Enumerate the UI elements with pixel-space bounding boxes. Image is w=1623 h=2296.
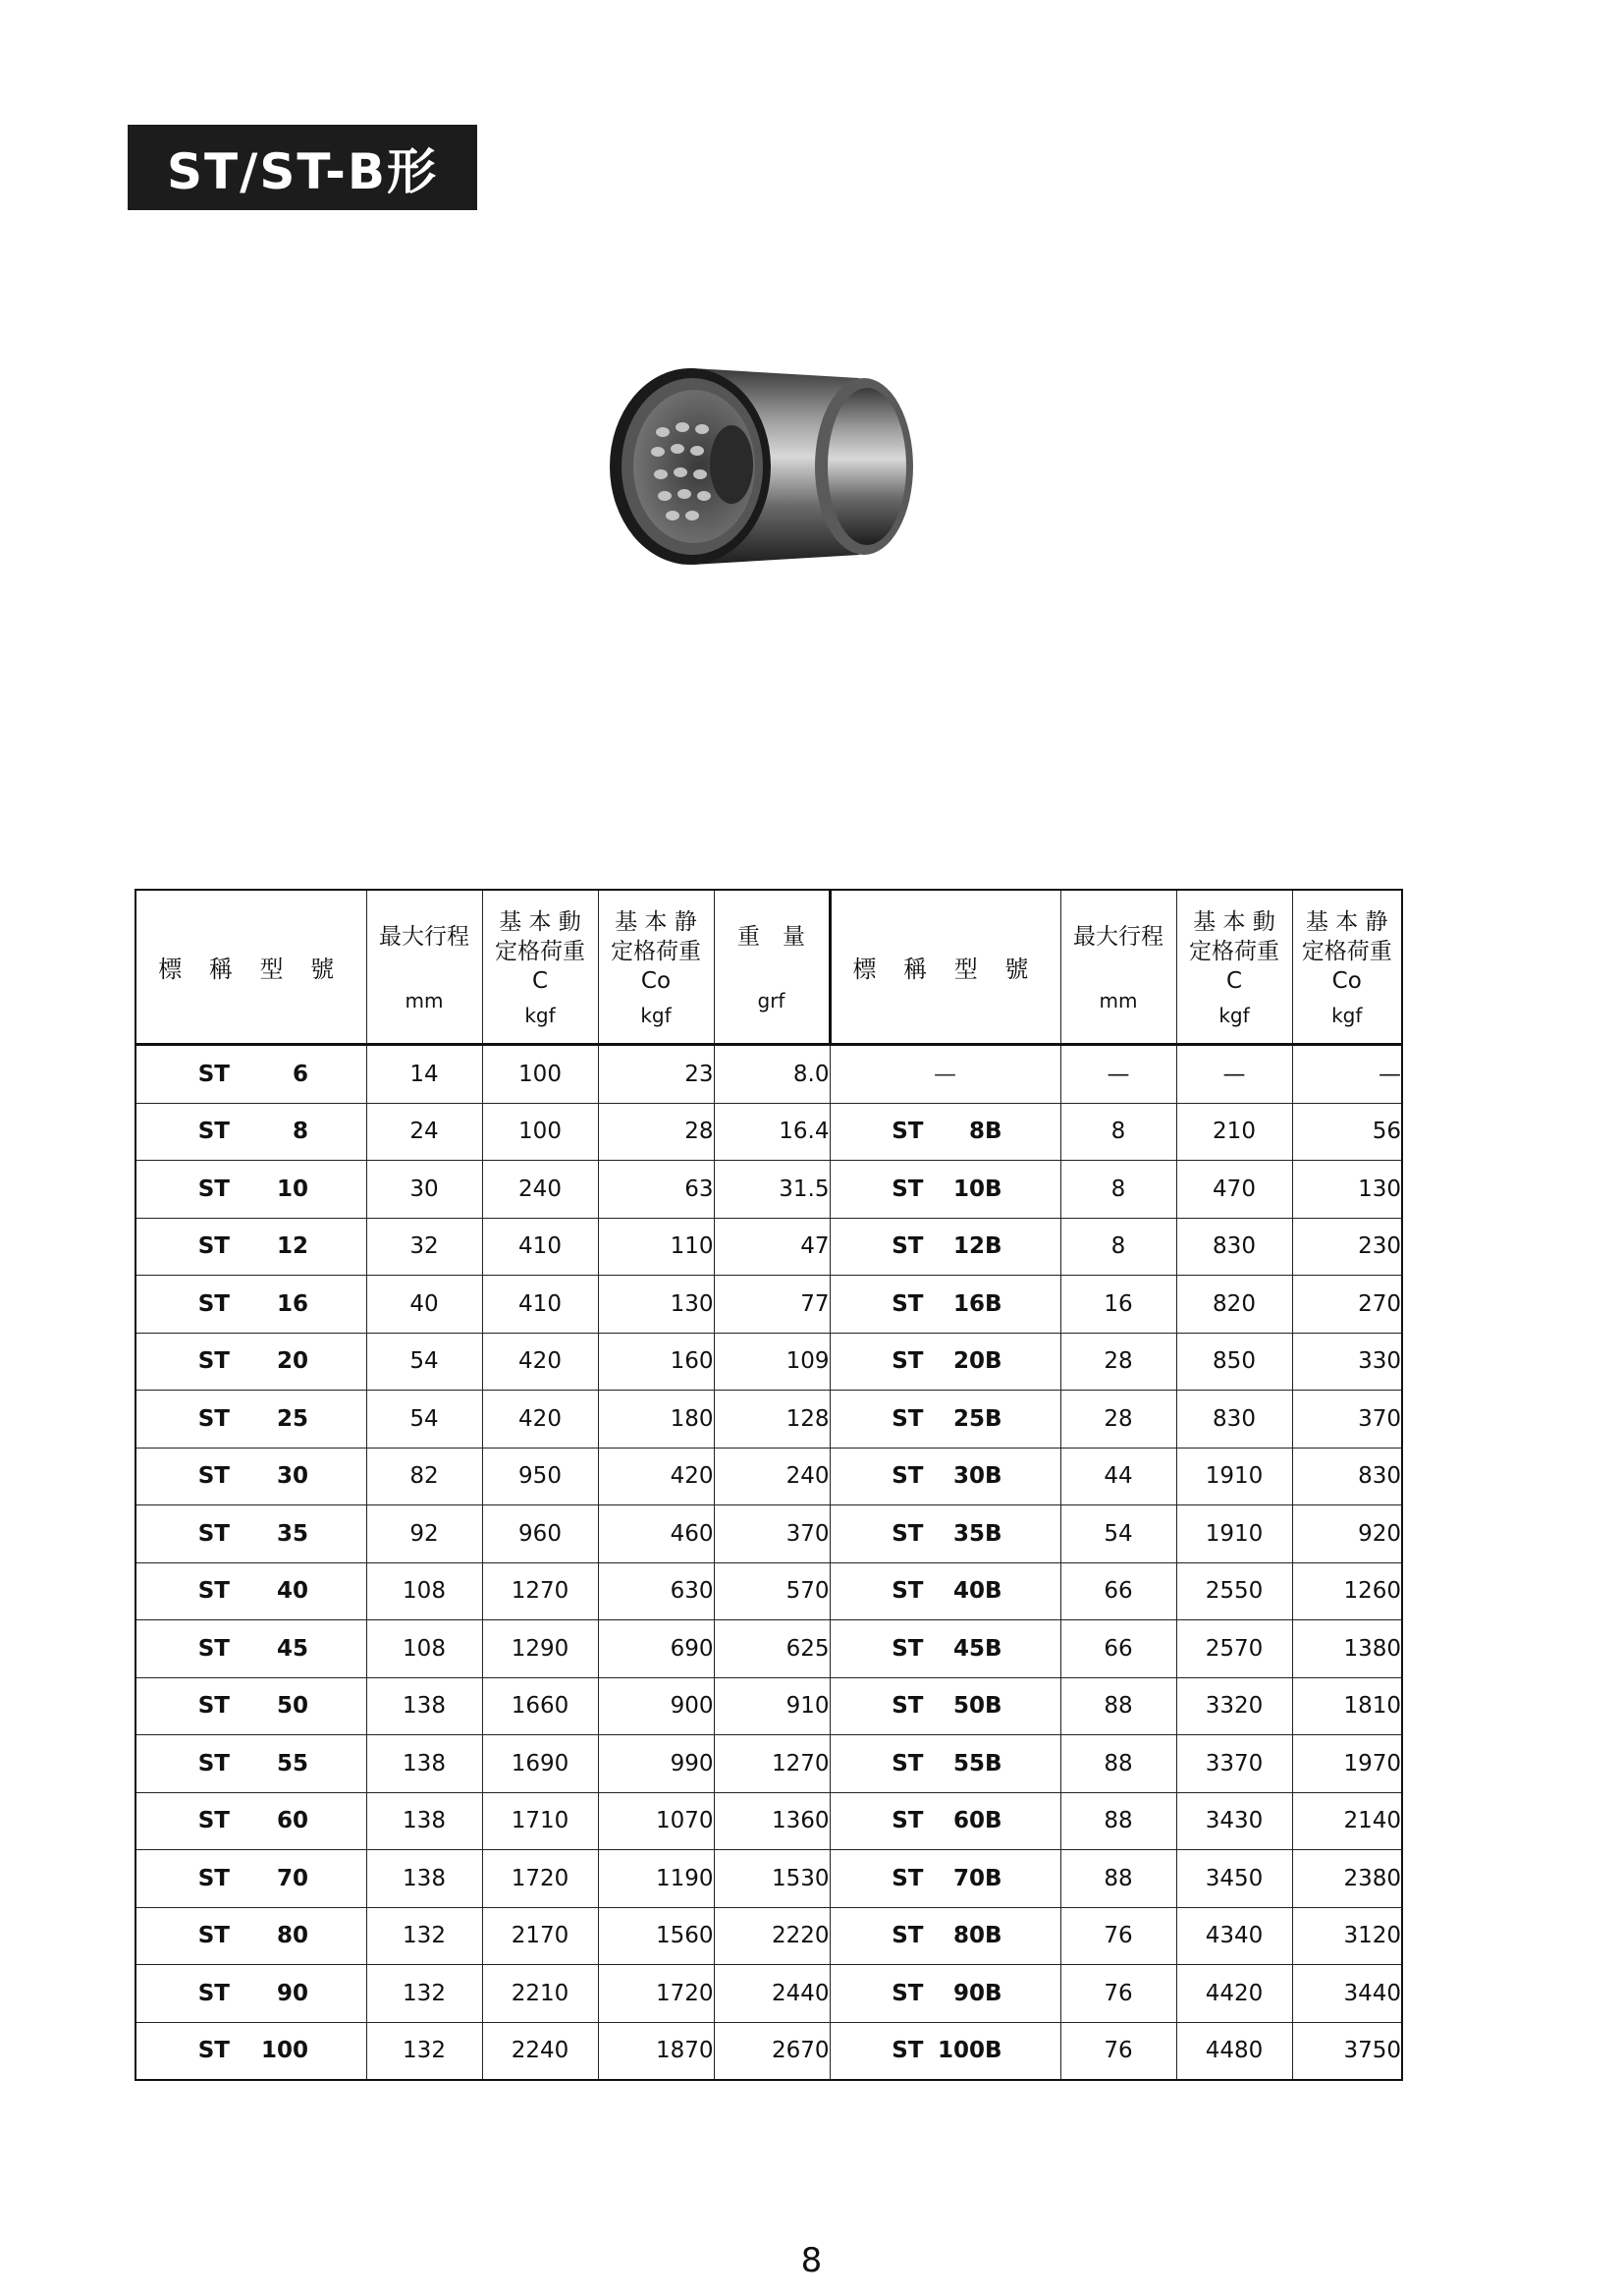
table-row [135, 1677, 1402, 1735]
dynamic-load-left: 2170 [482, 1907, 598, 1965]
linear-bushing-photo [604, 358, 918, 574]
dynamic-load-right: 4420 [1176, 1965, 1292, 2023]
static-load-left: 1720 [598, 1965, 714, 2023]
header-row [135, 890, 1402, 1045]
stroke-right: 88 [1060, 1792, 1176, 1850]
stroke-right: 8 [1060, 1161, 1176, 1219]
dynamic-load-left: 240 [482, 1161, 598, 1219]
dynamic-load-left: 960 [482, 1505, 598, 1563]
table-row [135, 1850, 1402, 1908]
stroke-left: 108 [366, 1620, 482, 1678]
static-load-left: 28 [598, 1103, 714, 1161]
dynamic-load-right: 3450 [1176, 1850, 1292, 1908]
static-load-right: 3120 [1292, 1907, 1402, 1965]
stroke-right: 16 [1060, 1276, 1176, 1334]
model-left: ST 12 [135, 1218, 366, 1276]
dynamic-load-left: 1290 [482, 1620, 598, 1678]
dynamic-load-right: 1910 [1176, 1448, 1292, 1505]
table-row [135, 1448, 1402, 1505]
dynamic-load-right: 2550 [1176, 1562, 1292, 1620]
model-left: ST 80 [135, 1907, 366, 1965]
model-right: ST 10B [830, 1161, 1060, 1219]
weight: 16.4 [714, 1103, 830, 1161]
static-load-right: 270 [1292, 1276, 1402, 1334]
model-left: ST 30 [135, 1448, 366, 1505]
model-right: ST 8B [830, 1103, 1060, 1161]
model-right: ST 60B [830, 1792, 1060, 1850]
table-row [135, 2022, 1402, 2080]
page-number: 8 [800, 2241, 823, 2280]
static-load-right: 1810 [1292, 1677, 1402, 1735]
model-left: ST 40 [135, 1562, 366, 1620]
dynamic-load-left: 410 [482, 1218, 598, 1276]
dynamic-load-left: 1710 [482, 1792, 598, 1850]
weight: 128 [714, 1391, 830, 1449]
stroke-left: 132 [366, 1965, 482, 2023]
static-load-left: 130 [598, 1276, 714, 1334]
page-title: ST/ST-B形 [128, 125, 477, 210]
model-left: ST 70 [135, 1850, 366, 1908]
stroke-right: 88 [1060, 1850, 1176, 1908]
model-right: ST 25B [830, 1391, 1060, 1449]
table-row [135, 1505, 1402, 1563]
model-right: ST 90B [830, 1965, 1060, 2023]
model-right: ST 80B [830, 1907, 1060, 1965]
static-load-right: 3440 [1292, 1965, 1402, 2023]
stroke-right: 44 [1060, 1448, 1176, 1505]
dynamic-load-right: 3430 [1176, 1792, 1292, 1850]
stroke-left: 32 [366, 1218, 482, 1276]
dynamic-load-left: 1720 [482, 1850, 598, 1908]
static-load-left: 630 [598, 1562, 714, 1620]
weight: 370 [714, 1505, 830, 1563]
stroke-left: 138 [366, 1850, 482, 1908]
static-load-right: 130 [1292, 1161, 1402, 1219]
stroke-right: 66 [1060, 1620, 1176, 1678]
header-weight: 重 量 grf [714, 890, 830, 1045]
stroke-left: 132 [366, 2022, 482, 2080]
table-row [135, 1391, 1402, 1449]
dynamic-load-left: 2210 [482, 1965, 598, 2023]
static-load-right: — [1292, 1045, 1402, 1104]
model-left: ST 60 [135, 1792, 366, 1850]
stroke-left: 138 [366, 1735, 482, 1793]
dynamic-load-right: 2570 [1176, 1620, 1292, 1678]
model-left: ST 6 [135, 1045, 366, 1104]
dynamic-load-right: 830 [1176, 1391, 1292, 1449]
model-left: ST 25 [135, 1391, 366, 1449]
stroke-left: 92 [366, 1505, 482, 1563]
static-load-left: 63 [598, 1161, 714, 1219]
table-row [135, 1333, 1402, 1391]
stroke-right: 76 [1060, 1907, 1176, 1965]
stroke-left: 138 [366, 1792, 482, 1850]
stroke-right: 28 [1060, 1333, 1176, 1391]
spec-table [135, 889, 1403, 2081]
header-model-right: 標 稱 型 號 [830, 890, 1060, 1045]
model-left: ST 16 [135, 1276, 366, 1334]
model-right: ST 40B [830, 1562, 1060, 1620]
model-right: ST 70B [830, 1850, 1060, 1908]
static-load-right: 830 [1292, 1448, 1402, 1505]
header-stroke-left: 最大行程 mm [366, 890, 482, 1045]
table-row [135, 1735, 1402, 1793]
stroke-right: 76 [1060, 1965, 1176, 2023]
weight: 570 [714, 1562, 830, 1620]
static-load-right: 1380 [1292, 1620, 1402, 1678]
weight: 109 [714, 1333, 830, 1391]
header-dynamic-right: 基 本 動 定格荷重 C kgf [1176, 890, 1292, 1045]
static-load-right: 56 [1292, 1103, 1402, 1161]
weight: 31.5 [714, 1161, 830, 1219]
dynamic-load-left: 1690 [482, 1735, 598, 1793]
static-load-right: 230 [1292, 1218, 1402, 1276]
static-load-left: 1870 [598, 2022, 714, 2080]
stroke-right: 8 [1060, 1103, 1176, 1161]
static-load-left: 180 [598, 1391, 714, 1449]
dynamic-load-right: — [1176, 1045, 1292, 1104]
dynamic-load-right: 4340 [1176, 1907, 1292, 1965]
model-left: ST 45 [135, 1620, 366, 1678]
table-row [135, 1218, 1402, 1276]
model-right: ST 55B [830, 1735, 1060, 1793]
weight: 1270 [714, 1735, 830, 1793]
static-load-left: 160 [598, 1333, 714, 1391]
dynamic-load-right: 830 [1176, 1218, 1292, 1276]
model-right: ST 50B [830, 1677, 1060, 1735]
stroke-left: 138 [366, 1677, 482, 1735]
static-load-left: 690 [598, 1620, 714, 1678]
static-load-left: 1070 [598, 1792, 714, 1850]
model-right: ST 16B [830, 1276, 1060, 1334]
table-row [135, 1276, 1402, 1334]
stroke-left: 24 [366, 1103, 482, 1161]
model-right: ST 12B [830, 1218, 1060, 1276]
weight: 240 [714, 1448, 830, 1505]
static-load-left: 110 [598, 1218, 714, 1276]
dynamic-load-left: 1270 [482, 1562, 598, 1620]
dynamic-load-left: 100 [482, 1103, 598, 1161]
dynamic-load-right: 850 [1176, 1333, 1292, 1391]
static-load-right: 330 [1292, 1333, 1402, 1391]
static-load-right: 3750 [1292, 2022, 1402, 2080]
stroke-right: 88 [1060, 1735, 1176, 1793]
weight: 77 [714, 1276, 830, 1334]
static-load-right: 920 [1292, 1505, 1402, 1563]
stroke-left: 14 [366, 1045, 482, 1104]
stroke-left: 54 [366, 1333, 482, 1391]
static-load-left: 990 [598, 1735, 714, 1793]
stroke-left: 40 [366, 1276, 482, 1334]
stroke-right: 28 [1060, 1391, 1176, 1449]
dynamic-load-right: 4480 [1176, 2022, 1292, 2080]
model-right: ST 100B [830, 2022, 1060, 2080]
dynamic-load-right: 3370 [1176, 1735, 1292, 1793]
stroke-left: 132 [366, 1907, 482, 1965]
stroke-right: 54 [1060, 1505, 1176, 1563]
dynamic-load-right: 1910 [1176, 1505, 1292, 1563]
static-load-left: 420 [598, 1448, 714, 1505]
table-row [135, 1620, 1402, 1678]
stroke-right: — [1060, 1045, 1176, 1104]
weight: 2670 [714, 2022, 830, 2080]
dynamic-load-right: 210 [1176, 1103, 1292, 1161]
model-right: ST 30B [830, 1448, 1060, 1505]
stroke-left: 30 [366, 1161, 482, 1219]
model-right: ST 35B [830, 1505, 1060, 1563]
weight: 47 [714, 1218, 830, 1276]
dynamic-load-left: 420 [482, 1391, 598, 1449]
model-left: ST 8 [135, 1103, 366, 1161]
dynamic-load-left: 420 [482, 1333, 598, 1391]
model-left: ST 35 [135, 1505, 366, 1563]
dynamic-load-left: 100 [482, 1045, 598, 1104]
dynamic-load-right: 3320 [1176, 1677, 1292, 1735]
static-load-left: 460 [598, 1505, 714, 1563]
header-static-right: 基 本 静 定格荷重 Co kgf [1292, 890, 1402, 1045]
weight: 1530 [714, 1850, 830, 1908]
table-row [135, 1792, 1402, 1850]
model-right: ST 20B [830, 1333, 1060, 1391]
static-load-right: 370 [1292, 1391, 1402, 1449]
static-load-right: 2140 [1292, 1792, 1402, 1850]
table-row [135, 1045, 1402, 1104]
weight: 625 [714, 1620, 830, 1678]
dynamic-load-left: 1660 [482, 1677, 598, 1735]
model-left: ST 50 [135, 1677, 366, 1735]
stroke-right: 76 [1060, 2022, 1176, 2080]
model-left: ST 10 [135, 1161, 366, 1219]
dynamic-load-left: 410 [482, 1276, 598, 1334]
static-load-right: 2380 [1292, 1850, 1402, 1908]
static-load-left: 1560 [598, 1907, 714, 1965]
model-left: ST 20 [135, 1333, 366, 1391]
table-row [135, 1161, 1402, 1219]
header-static-left: 基 本 静 定格荷重 Co kgf [598, 890, 714, 1045]
static-load-left: 23 [598, 1045, 714, 1104]
stroke-left: 54 [366, 1391, 482, 1449]
table-row [135, 1103, 1402, 1161]
static-load-right: 1970 [1292, 1735, 1402, 1793]
dynamic-load-left: 950 [482, 1448, 598, 1505]
static-load-left: 1190 [598, 1850, 714, 1908]
stroke-right: 8 [1060, 1218, 1176, 1276]
model-right: ST 45B [830, 1620, 1060, 1678]
stroke-right: 66 [1060, 1562, 1176, 1620]
model-left: ST 100 [135, 2022, 366, 2080]
header-model-left: 標 稱 型 號 [135, 890, 366, 1045]
weight: 910 [714, 1677, 830, 1735]
table-row [135, 1965, 1402, 2023]
model-right: — [830, 1045, 1060, 1104]
dynamic-load-right: 820 [1176, 1276, 1292, 1334]
weight: 1360 [714, 1792, 830, 1850]
dynamic-load-right: 470 [1176, 1161, 1292, 1219]
model-left: ST 90 [135, 1965, 366, 2023]
stroke-left: 108 [366, 1562, 482, 1620]
header-dynamic-left: 基 本 動 定格荷重 C kgf [482, 890, 598, 1045]
stroke-left: 82 [366, 1448, 482, 1505]
weight: 8.0 [714, 1045, 830, 1104]
static-load-left: 900 [598, 1677, 714, 1735]
weight: 2440 [714, 1965, 830, 2023]
table-row [135, 1562, 1402, 1620]
table-row [135, 1907, 1402, 1965]
dynamic-load-left: 2240 [482, 2022, 598, 2080]
model-left: ST 55 [135, 1735, 366, 1793]
header-stroke-right: 最大行程 mm [1060, 890, 1176, 1045]
stroke-right: 88 [1060, 1677, 1176, 1735]
static-load-right: 1260 [1292, 1562, 1402, 1620]
weight: 2220 [714, 1907, 830, 1965]
